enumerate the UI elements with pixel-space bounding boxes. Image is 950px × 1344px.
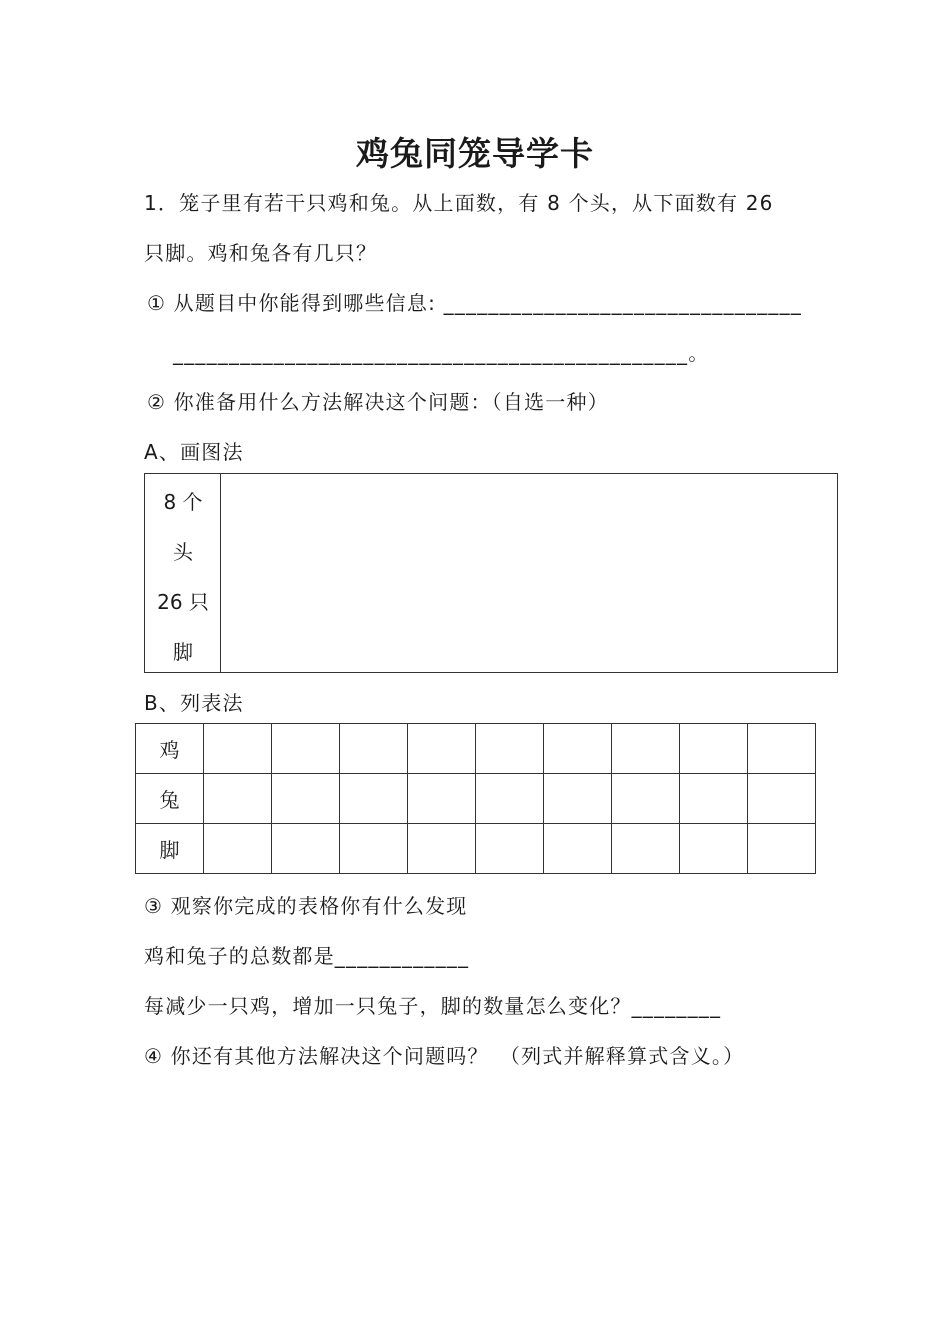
- drawing-label-line: 8 个: [163, 490, 203, 514]
- table-row-label: 兔: [136, 774, 204, 824]
- method-b-label: B、列表法: [144, 691, 244, 715]
- drawing-label-line: 头: [173, 540, 193, 564]
- drawing-box: [144, 473, 838, 673]
- table-row: [136, 724, 816, 774]
- table-cell[interactable]: [680, 824, 748, 874]
- table-cell[interactable]: [340, 724, 408, 774]
- table-cell[interactable]: [612, 724, 680, 774]
- table-cell[interactable]: [272, 774, 340, 824]
- table-cell[interactable]: [612, 774, 680, 824]
- table-cell[interactable]: [272, 824, 340, 874]
- table-row-label: 脚: [136, 824, 204, 874]
- table-cell[interactable]: [748, 824, 816, 874]
- step-4-prompt: ④ 你还有其他方法解决这个问题吗？ （列式并解释算式含义。）: [144, 1044, 745, 1068]
- table-row-label: 鸡: [136, 724, 204, 774]
- table-cell[interactable]: [612, 824, 680, 874]
- table-cell[interactable]: [272, 724, 340, 774]
- table-row: [136, 774, 816, 824]
- table-cell[interactable]: [408, 724, 476, 774]
- table-cell[interactable]: [340, 774, 408, 824]
- table-cell[interactable]: [204, 824, 272, 874]
- table-cell[interactable]: [544, 774, 612, 824]
- table-cell[interactable]: [340, 824, 408, 874]
- step-3-prompt: ③ 观察你完成的表格你有什么发现: [144, 894, 468, 918]
- table-cell[interactable]: [204, 774, 272, 824]
- drawing-label-line: 脚: [173, 640, 193, 664]
- question-1-line-2: 只脚。鸡和兔各有几只？: [144, 241, 378, 265]
- drawing-label-line: 26 只: [157, 590, 209, 614]
- table-cell[interactable]: [408, 774, 476, 824]
- table-cell[interactable]: [204, 724, 272, 774]
- table-cell[interactable]: [544, 824, 612, 874]
- step-1-answer-blank-1[interactable]: ________________________________: [443, 291, 802, 315]
- table-cell[interactable]: [476, 774, 544, 824]
- step-2-prompt: ② 你准备用什么方法解决这个问题：（自选一种）: [147, 390, 609, 414]
- step-1-prompt: [147, 287, 802, 316]
- step-3-line-1: 鸡和兔子的总数都是____________: [144, 944, 470, 968]
- table-row: [136, 824, 816, 874]
- table-cell[interactable]: [748, 774, 816, 824]
- question-1-line-1: 1．笼子里有若干只鸡和兔。从上面数，有 8 个头，从下面数有 26: [144, 191, 774, 215]
- table-cell[interactable]: [476, 724, 544, 774]
- table-cell[interactable]: [680, 774, 748, 824]
- method-a-label: A、画图法: [144, 440, 244, 464]
- drawing-box-label: [145, 474, 221, 672]
- drawing-area[interactable]: [221, 474, 837, 672]
- table-cell[interactable]: [680, 724, 748, 774]
- table-cell[interactable]: [544, 724, 612, 774]
- table-cell[interactable]: [408, 824, 476, 874]
- method-b-table: [135, 723, 816, 874]
- worksheet-title: 鸡兔同笼导学卡: [356, 134, 594, 173]
- table-cell[interactable]: [476, 824, 544, 874]
- step-1-text: ① 从题目中你能得到哪些信息:: [147, 291, 444, 315]
- step-1-answer-blank-2[interactable]: ______________________________________________。: [173, 341, 710, 365]
- table-cell[interactable]: [748, 724, 816, 774]
- step-3-line-2: 每减少一只鸡，增加一只兔子，脚的数量怎么变化？________: [144, 994, 722, 1018]
